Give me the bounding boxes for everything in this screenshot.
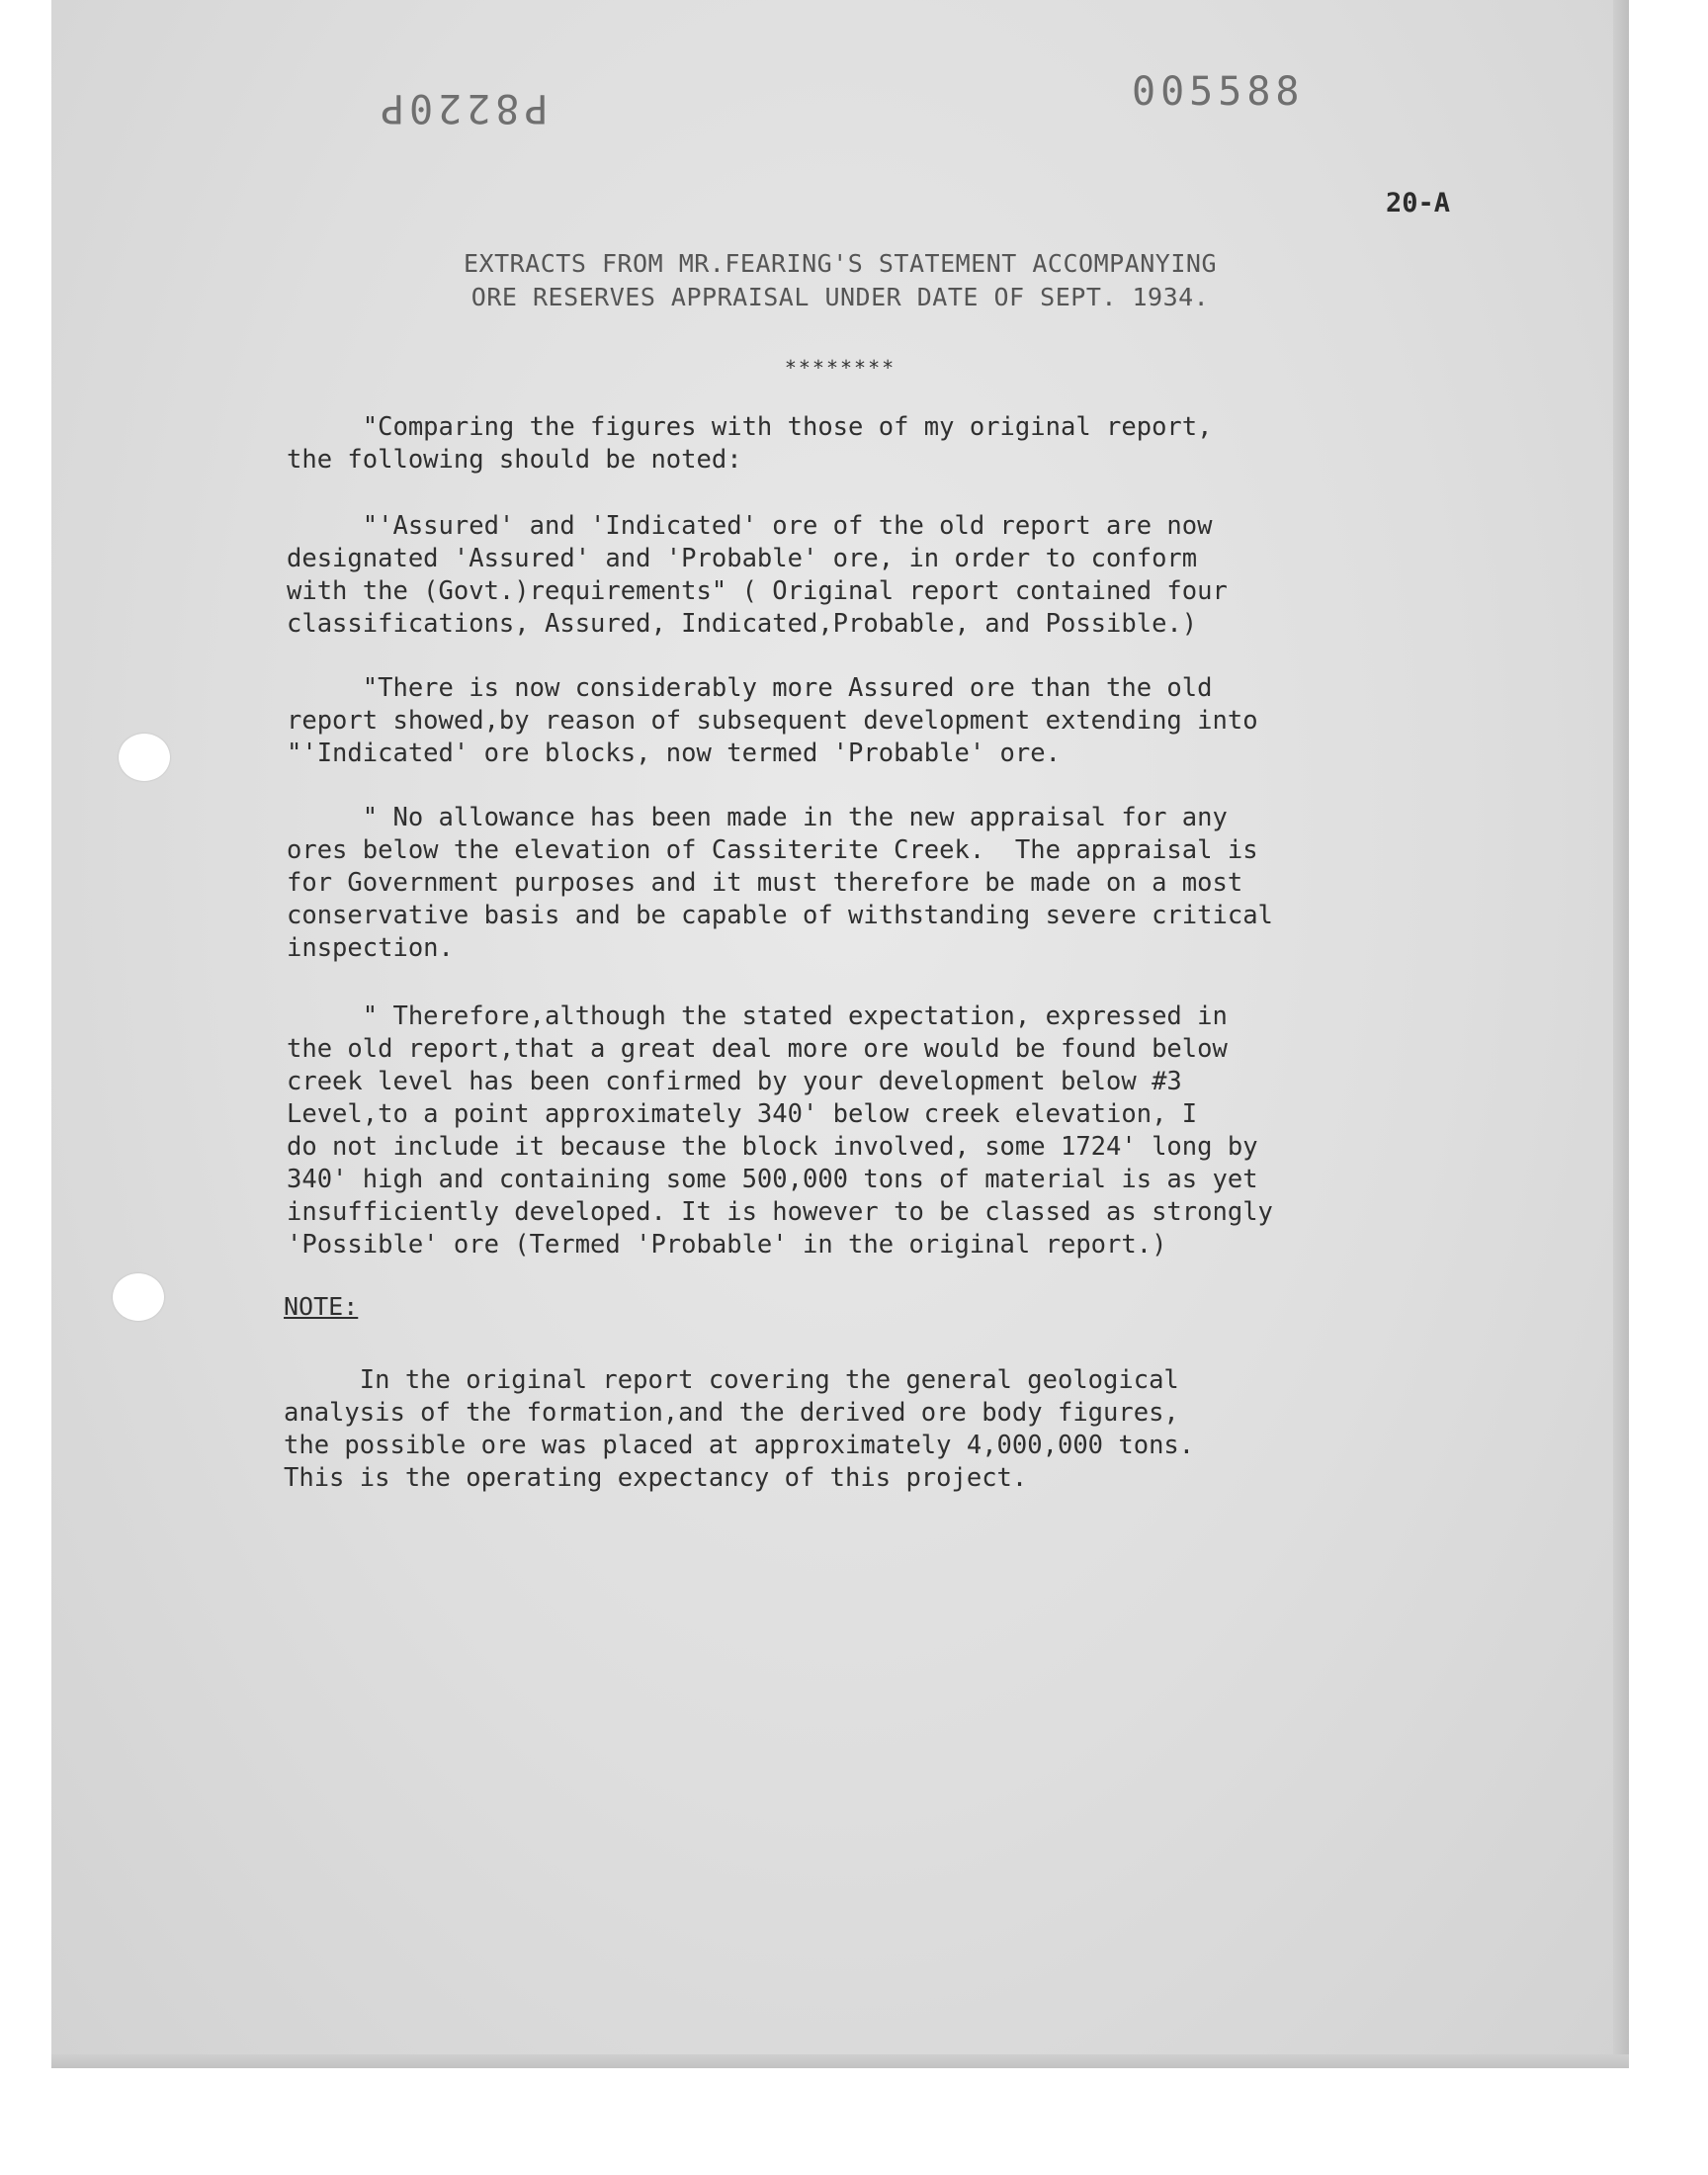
note-paragraph: In the original report covering the general geological analysis of the formation,and the derived ore body figures, the possible ore was placed at approximately 4,000,000 tons. This is the operating expectancy of this project. (284, 1365, 1195, 1493)
punch-hole-lower (113, 1273, 164, 1321)
page-edge-bottom (51, 2054, 1629, 2068)
stamp-number-inverted: P8220P (376, 85, 549, 130)
paragraph-no-allowance: " No allowance has been made in the new appraisal for any ores below the elevation of Cassiterite Creek. The appraisal is for Government purposes and it must therefore be made on a most conservative basis and be capable of withstanding severe critical inspection. (287, 803, 1273, 963)
punch-hole-upper (119, 734, 170, 781)
paragraph-comparing: "Comparing the figures with those of my original report, the following should be noted: (287, 412, 1213, 475)
paragraph-assured-indicated: "'Assured' and 'Indicated' ore of the old report are now designated 'Assured' and 'Probable' ore, in order to conform with the (Govt.)requirements" ( Original report contained four classifications, Assured, Indicated,Probable, and Possible.) (287, 511, 1228, 639)
paragraph-more-assured: "There is now considerably more Assured ore than the old report showed,by reason of subsequent development extending into "'Indicated' ore blocks, now termed 'Probable' ore. (287, 673, 1258, 768)
document-title-line-1: EXTRACTS FROM MR.FEARING'S STATEMENT ACCOMPANYING (463, 249, 1217, 278)
separator: ******** (784, 356, 897, 380)
document-title-line-2: ORE RESERVES APPRAISAL UNDER DATE OF SEPT. 1934. (470, 283, 1210, 311)
paragraph-therefore: " Therefore,although the stated expectation, expressed in the old report,that a great deal more ore would be found below creek level has been confirmed by your development below #3 Level,to a point approximately 340' below creek elevation, I do not include it because the block involved, some 1724' long by 340' high and containing some 500,000 tons of material is as yet insufficiently developed. It is however to be classed as strongly 'Possible' ore (Termed 'Probable' in the original report.) (287, 1001, 1273, 1260)
note-heading: NOTE: (284, 1292, 359, 1321)
stamp-number: 005588 (1132, 69, 1305, 115)
page-number: 20-A (1386, 188, 1451, 218)
